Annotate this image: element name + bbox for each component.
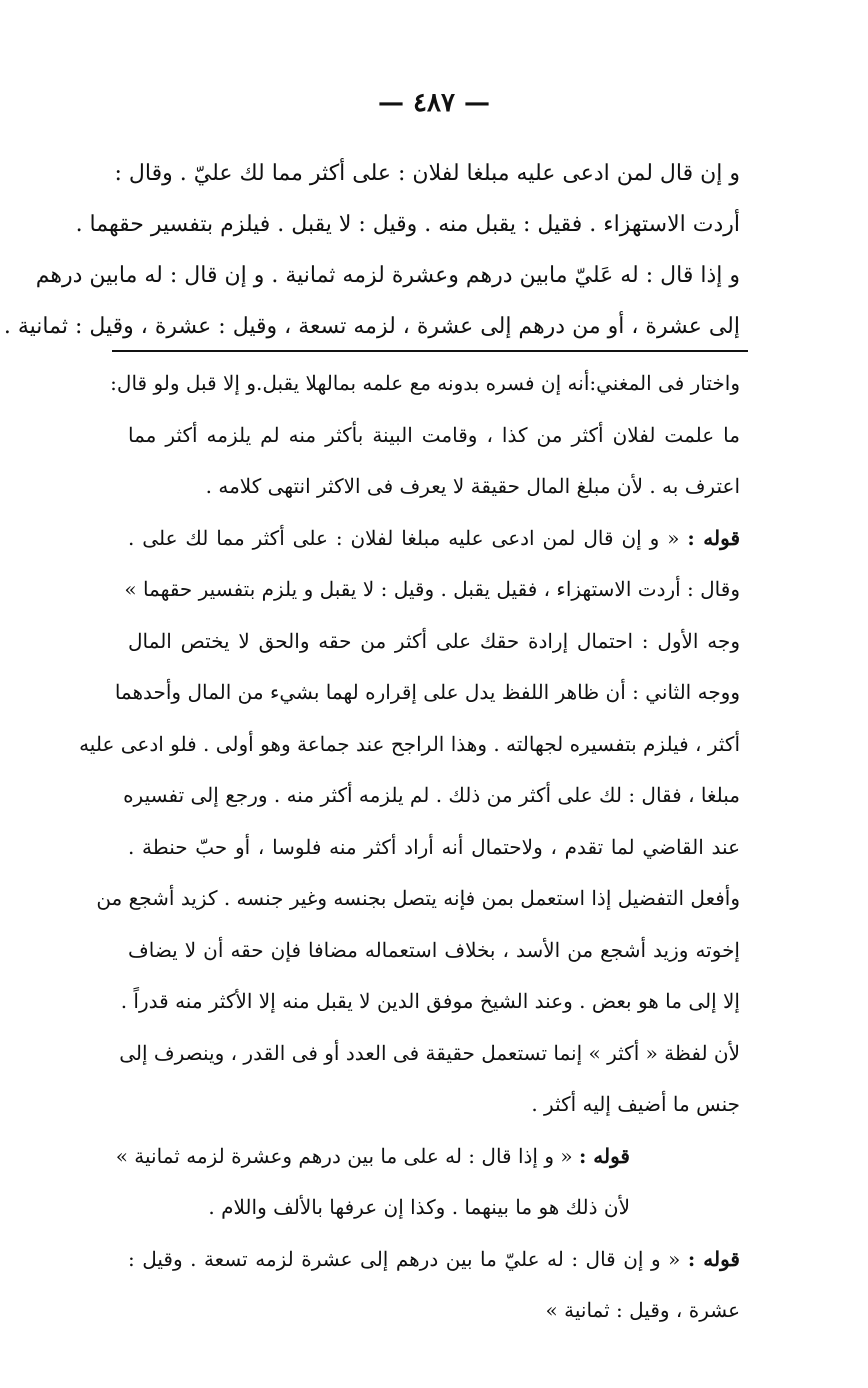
commentary-line: وقال : أردت الاستهزاء ، فقيل يقبل . وقيل : لا يقبل و يلزم بتفسير حقهما » [124,577,740,601]
section-divider [112,350,748,352]
commentary-line: واختار فى المغني:أنه إن فسره بدونه مع علمه بمالهلا يقبل.و إلا قبل ولو قال: [110,371,740,395]
main-text-line: و إن قال لمن ادعى عليه مبلغا لفلان : على أكثر مما لك عليّ . وقال : [114,161,740,186]
commentary-line: عند القاضي لما تقدم ، ولاحتمال أنه أراد أكثر منه فلوسا ، أو حبّ حنطة . [128,834,740,859]
commentary-line: لأن ذلك هو ما بينهما . وكذا إن عرفها بالألف واللام . [208,1195,630,1219]
main-text [3,148,740,352]
commentary-line: إلا إلى ما هو بعض . وعند الشيخ موفق الدين لا يقبل منه إلا الأكثر منه قدراً . [120,989,740,1013]
commentary-line: قوله : « و إن قال : له عليّ ما بين درهم إلى عشرة لزمه تسعة . وقيل : [128,1246,740,1271]
commentary-line: لأن لفظة « أكثر » إنما تستعمل حقيقة فى العدد أو فى القدر ، وينصرف إلى [119,1040,740,1065]
commentary-line: ما علمت لفلان أكثر من كذا ، وقامت البينة بأكثر منه لم يلزمه أكثر مما [128,422,740,447]
commentary-line: قوله : « و إن قال لمن ادعى عليه مبلغا لفلان : على أكثر مما لك على . [128,525,740,550]
commentary-line: مبلغا ، فقال : لك على أكثر من ذلك . لم يلزمه أكثر منه . ورجع إلى تفسيره [123,783,740,807]
commentary-line: إخوته وزيد أشجع من الأسد ، بخلاف استعماله مضافا فإن حقه أن لا يضاف [128,937,740,962]
page-number: — ٤٨٧ — [377,88,491,118]
commentary-line: اعترف به . لأن مبلغ المال حقيقة لا يعرف فى الاكثر انتهى كلامه . [205,474,740,498]
commentary-line: عشرة ، وقيل : ثمانية » [545,1298,740,1322]
main-text-line: أردت الاستهزاء . فقيل : يقبل منه . وقيل : لا يقبل . فيلزم بتفسير حقهما . [75,212,740,237]
main-text-line: إلى عشرة ، أو من درهم إلى عشرة ، لزمه تسعة ، وقيل : عشرة ، وقيل : ثمانية . [3,314,740,339]
commentary [79,358,740,1337]
commentary-line: قوله : « و إذا قال : له على ما بين درهم وعشرة لزمه ثمانية » [115,1143,630,1168]
commentary-line: جنس ما أضيف إليه أكثر . [531,1092,740,1116]
main-text-line: و إذا قال : له عَليّ مابين درهم وعشرة لزمه ثمانية . و إن قال : له مابين درهم [35,263,740,288]
commentary-line: ووجه الثاني : أن ظاهر اللفظ يدل على إقراره لهما بشيء من المال وأحدهما [114,680,740,704]
commentary-line: وجه الأول : احتمال إرادة حقك على أكثر من حقه والحق لا يختص المال [128,628,740,653]
commentary-line: وأفعل التفضيل إذا استعمل بمن فإنه يتصل بجنسه وغير جنسه . كزيد أشجع من [96,886,740,910]
commentary-line: أكثر ، فيلزم بتفسيره لجهالته . وهذا الراجح عند جماعة وهو أولى . فلو ادعى عليه [79,731,740,756]
